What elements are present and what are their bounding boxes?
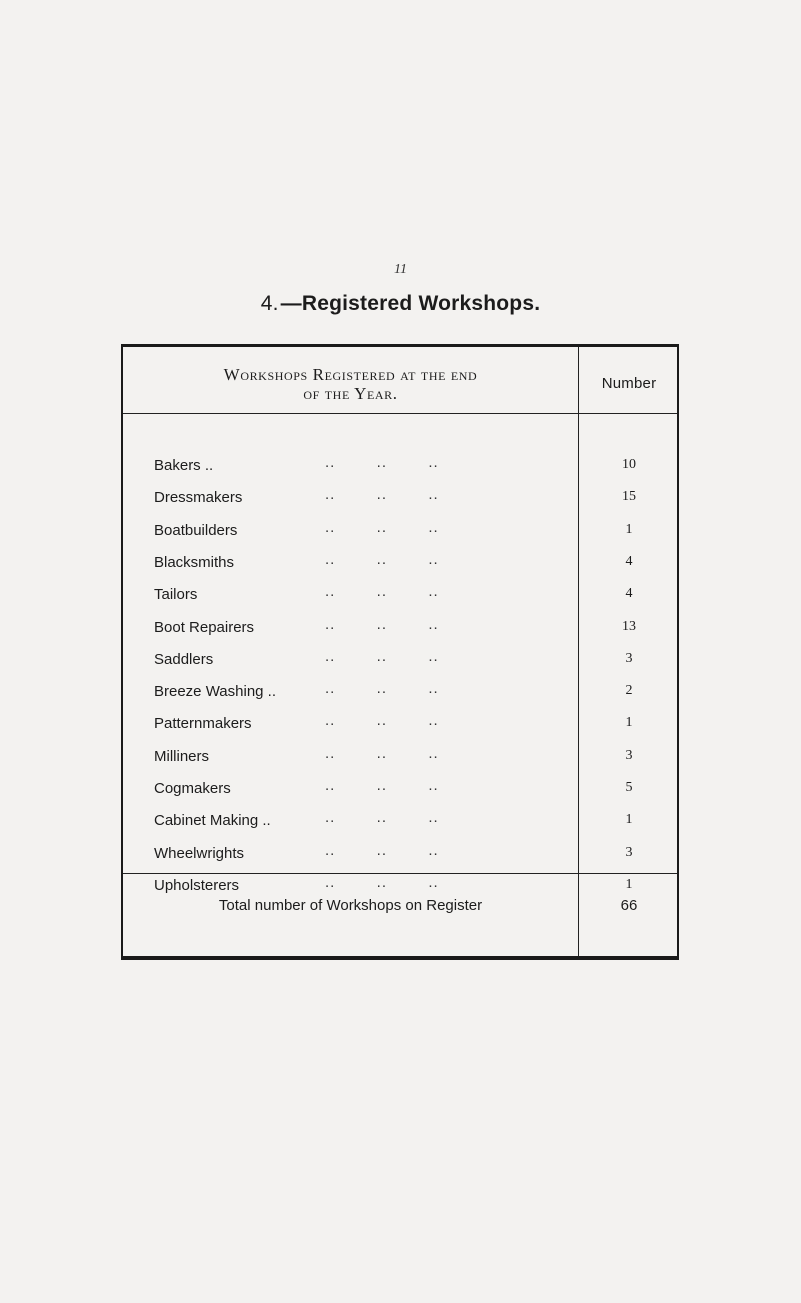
row-label: Cogmakers — [154, 780, 231, 797]
leader-dots: .. .. .. — [325, 841, 439, 859]
row-value: 1 — [625, 521, 633, 537]
row-value: 3 — [625, 844, 633, 860]
row-label: Breeze Washing .. — [154, 683, 276, 701]
leader-dots: .. .. .. — [325, 712, 439, 730]
leader-dots: .. .. .. — [325, 777, 439, 794]
row-value: 1 — [625, 715, 633, 731]
leader-dots: .. .. .. — [325, 809, 439, 827]
leader-dots: .. .. .. — [325, 486, 439, 504]
row-value: 13 — [622, 618, 636, 634]
row-label: Patternmakers — [154, 715, 252, 733]
row-label: Wheelwrights — [154, 844, 245, 862]
header-category-line2: of the Year. — [303, 384, 398, 403]
row-value: 3 — [625, 650, 633, 666]
row-label: Tailors — [154, 586, 198, 604]
row-label: Dressmakers — [154, 489, 243, 507]
total-rule — [123, 873, 677, 874]
row-label: Boot Repairers — [154, 618, 255, 636]
row-label: Cabinet Making .. — [154, 812, 271, 830]
row-value: 3 — [625, 747, 633, 763]
leader-dots: .. .. .. — [325, 680, 439, 698]
row-value: 4 — [625, 553, 633, 569]
leader-dots: .. .. .. — [325, 550, 439, 568]
row-label: Milliners — [154, 747, 210, 765]
leader-dots: .. .. .. — [325, 583, 439, 601]
leader-dots: .. .. .. — [325, 873, 439, 891]
row-value: 5 — [625, 780, 633, 795]
row-value: 10 — [622, 457, 636, 472]
row-label: Upholsterers — [154, 876, 240, 894]
section-title: —Registered Workshops. — [280, 292, 541, 315]
total-value: 66 — [620, 897, 638, 914]
row-value: 1 — [625, 876, 633, 892]
section-number: 4. — [260, 292, 279, 315]
row-value: 4 — [625, 586, 633, 602]
header-number: Number — [601, 375, 657, 392]
row-value: 1 — [625, 812, 633, 828]
row-label: Boatbuilders — [154, 521, 238, 539]
leader-dots: .. .. .. — [325, 744, 439, 762]
header-rule — [123, 413, 677, 414]
leader-dots: .. .. .. — [325, 647, 439, 665]
row-value: 2 — [625, 683, 633, 699]
header-category — [123, 365, 578, 403]
workshops-table — [121, 344, 679, 960]
row-label: Saddlers — [154, 650, 214, 668]
leader-dots: .. .. .. — [325, 454, 439, 471]
page-number: 11 — [394, 262, 407, 277]
leader-dots: .. .. .. — [325, 615, 439, 633]
header-category-line1: Workshops Registered at the end — [223, 365, 478, 384]
row-value: 15 — [622, 489, 636, 505]
leader-dots: .. .. .. — [325, 518, 439, 536]
section-heading — [0, 292, 801, 316]
row-label: Bakers .. — [154, 457, 214, 474]
row-label: Blacksmiths — [154, 553, 235, 571]
total-label: Total number of Workshops on Register — [218, 897, 483, 914]
